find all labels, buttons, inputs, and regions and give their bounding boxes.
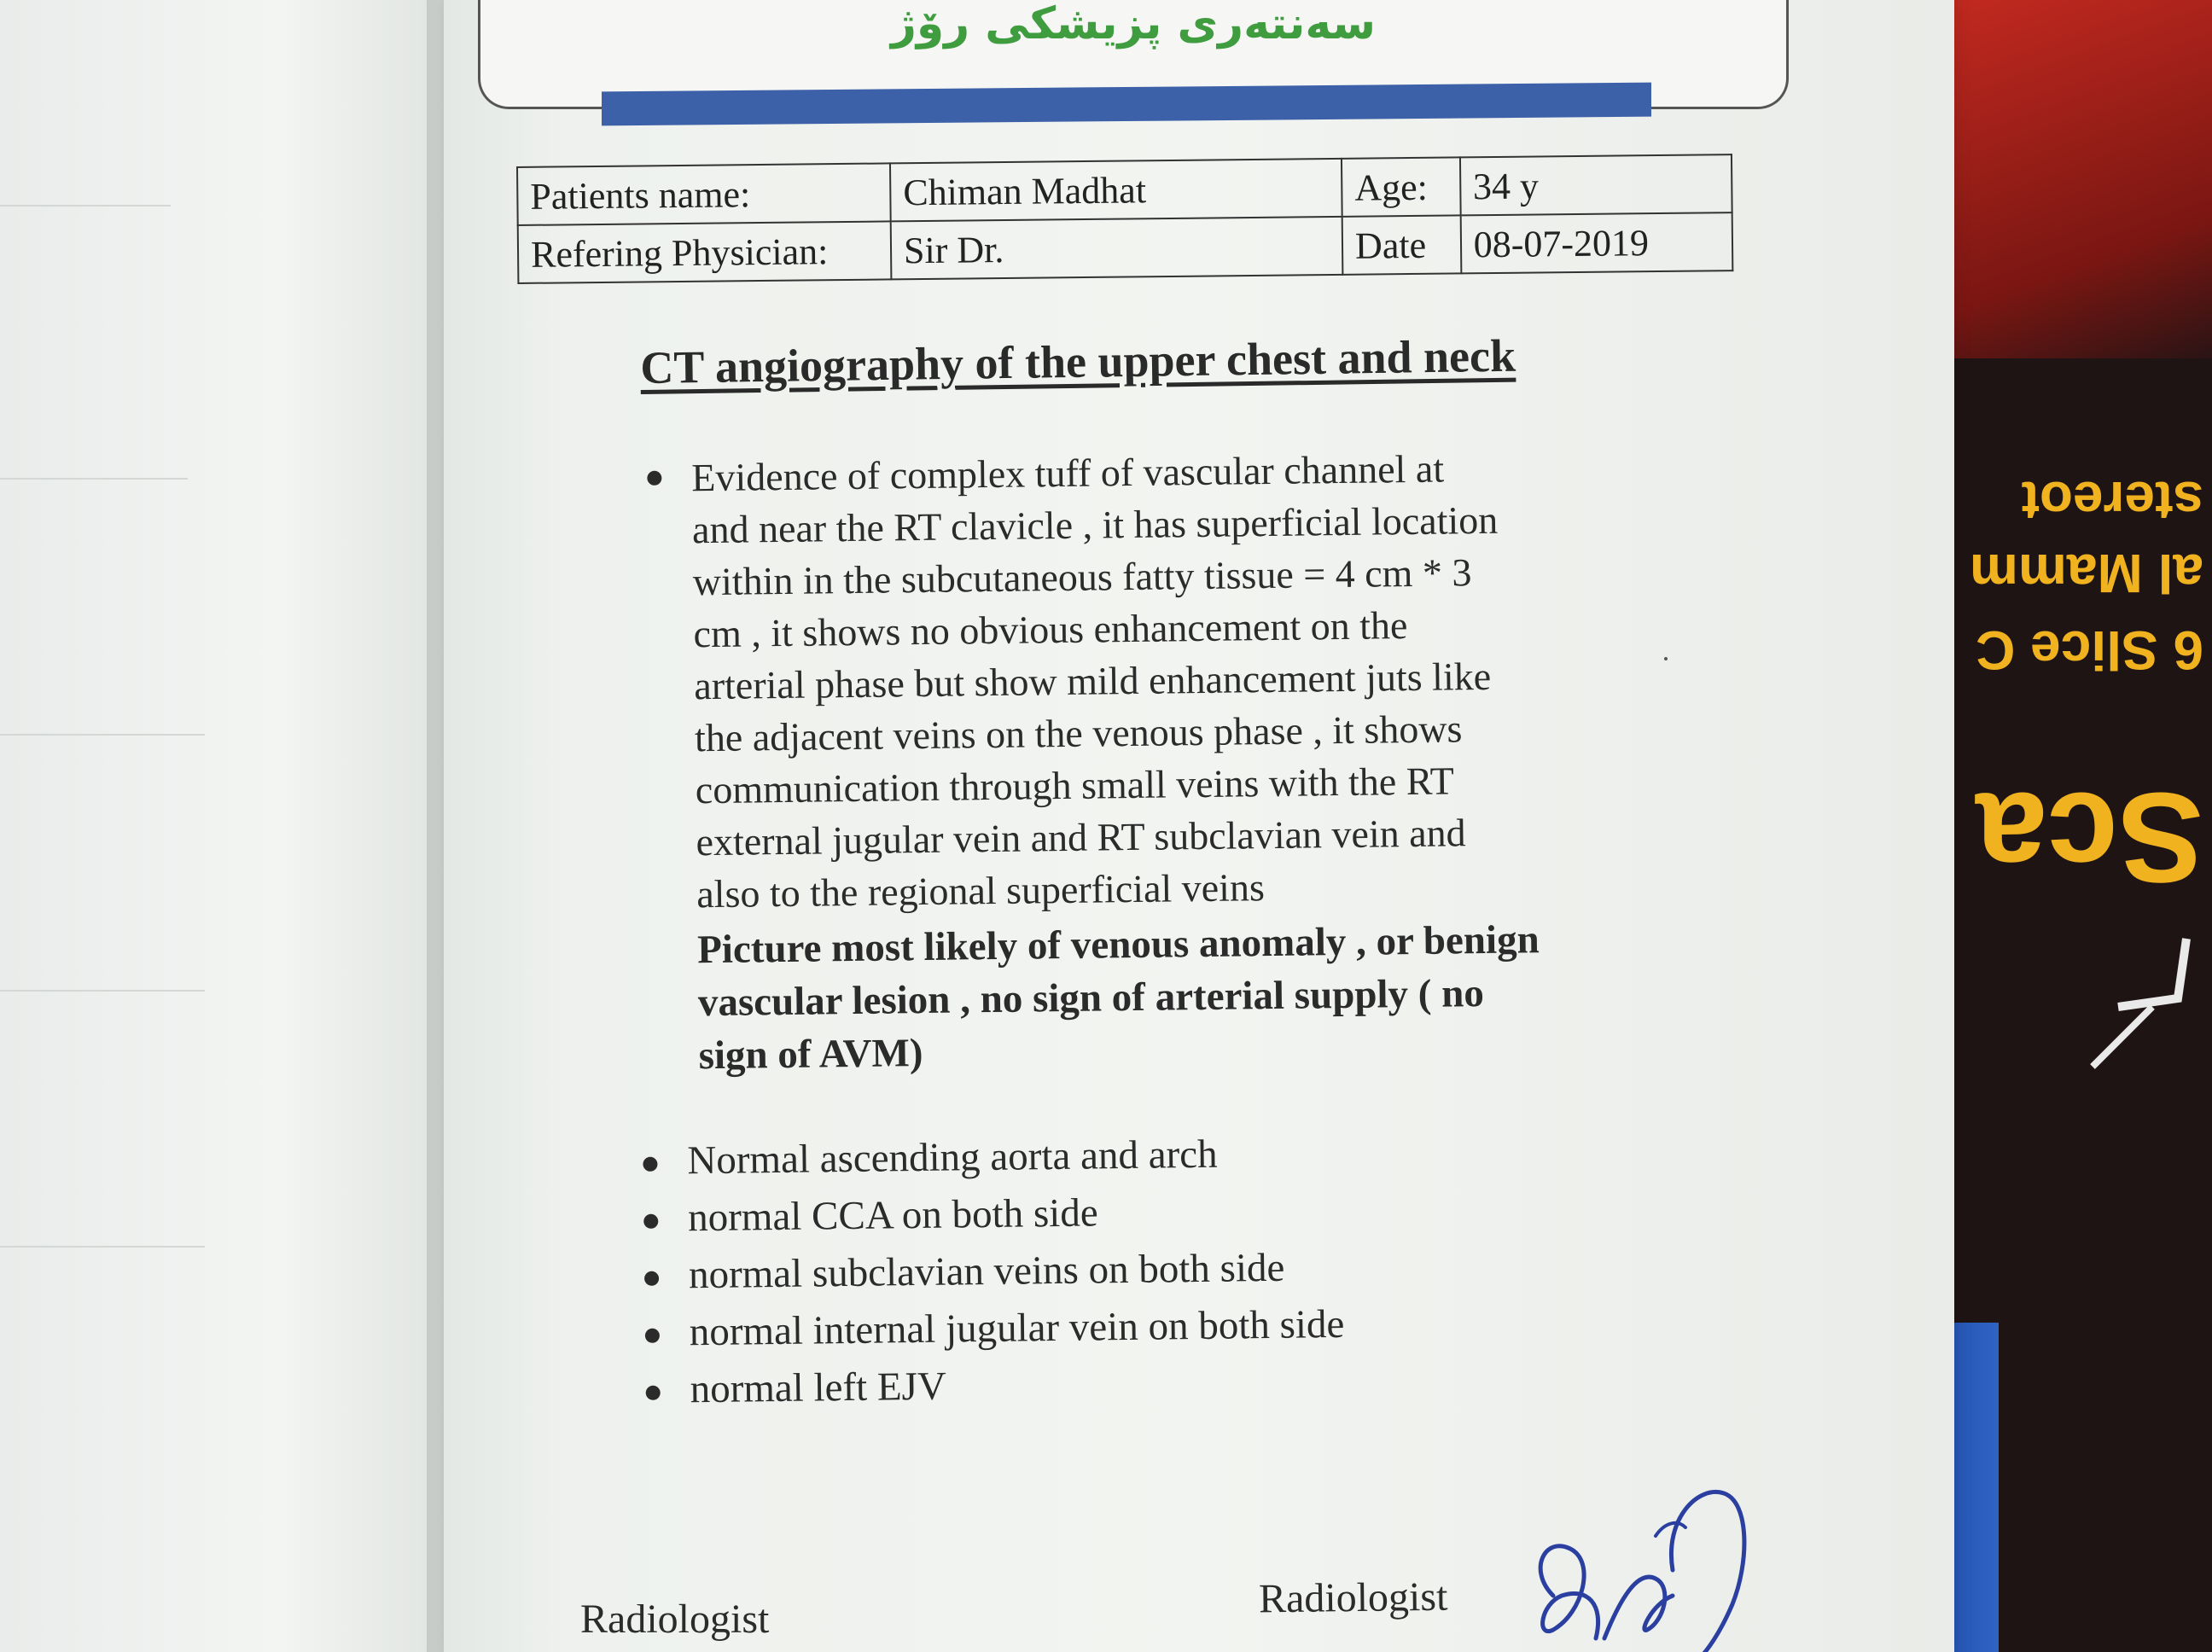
radiologist-label-right: Radiologist [1258,1573,1448,1622]
finding-line: also to the regional superficial veins [696,865,1266,916]
poster-arrow-shape [2118,939,2186,1007]
impression [697,911,1706,1082]
physician-value: Sir Dr. [891,217,1343,280]
finding-line: and near the RT clavicle , it has superficial location [691,497,1499,552]
background-poster [1922,0,2212,1652]
list-item [637,1180,1491,1248]
table-row [518,212,1733,283]
radiologist-label-left: Radiologist [580,1597,770,1642]
main-finding [640,439,1706,1083]
finding-line: within in the subcutaneous fatty tissue = 4 cm * 3 [692,550,1472,604]
bullet-icon [643,1214,658,1229]
patient-name-label: Patients name: [517,163,891,225]
poster-text-1: stereot [2021,470,2203,532]
poster-text-2: al Mamm [1970,543,2203,604]
finding-line: communication through small veins with the RT [695,759,1455,812]
physician-label: Refering Physician: [518,221,892,283]
bullet-icon [646,1386,661,1400]
list-item [636,1123,1490,1190]
impression-line: Picture most likely of venous anomaly , or benign [696,917,1540,973]
finding-line: the adjacent veins on the venous phase , it shows [694,707,1463,760]
poster-text-3: 6 Slice C [1976,620,2203,681]
ink-speck [1664,657,1668,660]
finding-line: arterial phase but show mild enhancement juts like [694,654,1492,708]
list-item [637,1237,1492,1305]
normal-finding-text: Normal ascending aorta and arch [687,1131,1218,1184]
bullet-icon [644,1271,659,1286]
ghost-rule [0,478,188,480]
list-item [637,1294,1492,1362]
normal-finding-text: normal subclavian veins on both side [688,1245,1285,1298]
normal-findings-list [636,1123,1493,1419]
list-item [638,1352,1493,1419]
patient-name-value: Chiman Madhat [890,159,1342,222]
impression-line: sign of AVM) [698,1031,923,1079]
ghost-rule [0,1246,205,1248]
normal-finding-text: normal internal jugular vein on both side [689,1301,1345,1355]
normal-finding-text: normal left EJV [690,1364,947,1412]
finding-line: cm , it shows no obvious enhancement on the [693,603,1408,656]
clinic-name: سەنتەری پزیشکی رۆژ [890,0,1377,49]
age-value: 34 y [1460,154,1732,215]
impression-line: vascular lesion , no sign of arterial supply ( no [697,970,1485,1026]
poster-text-4: Sca [1976,766,2203,910]
normal-finding-text: normal CCA on both side [687,1190,1098,1241]
ghost-rule [0,205,171,206]
age-label: Age: [1342,157,1460,216]
report-title: CT angiography of the upper chest and neck [640,329,1516,393]
ghost-rule [0,734,205,736]
bullet-icon [643,1157,657,1172]
ghost-rule [0,990,205,992]
finding-line: external jugular vein and RT subclavian vein and [696,811,1466,864]
patient-info-table [516,154,1733,284]
report-page [444,0,1954,1652]
finding-bullet [640,439,1706,1083]
date-label: Date [1342,215,1461,274]
bullet-icon [647,471,661,486]
finding-line: Evidence of complex tuff of vascular channel at [691,446,1445,500]
left-facing-page [0,0,461,1652]
bullet-icon [645,1329,660,1343]
poster-arrow-shape [2093,1007,2152,1067]
date-value: 08-07-2019 [1460,212,1732,273]
radiologist-signature [1502,1468,1809,1652]
